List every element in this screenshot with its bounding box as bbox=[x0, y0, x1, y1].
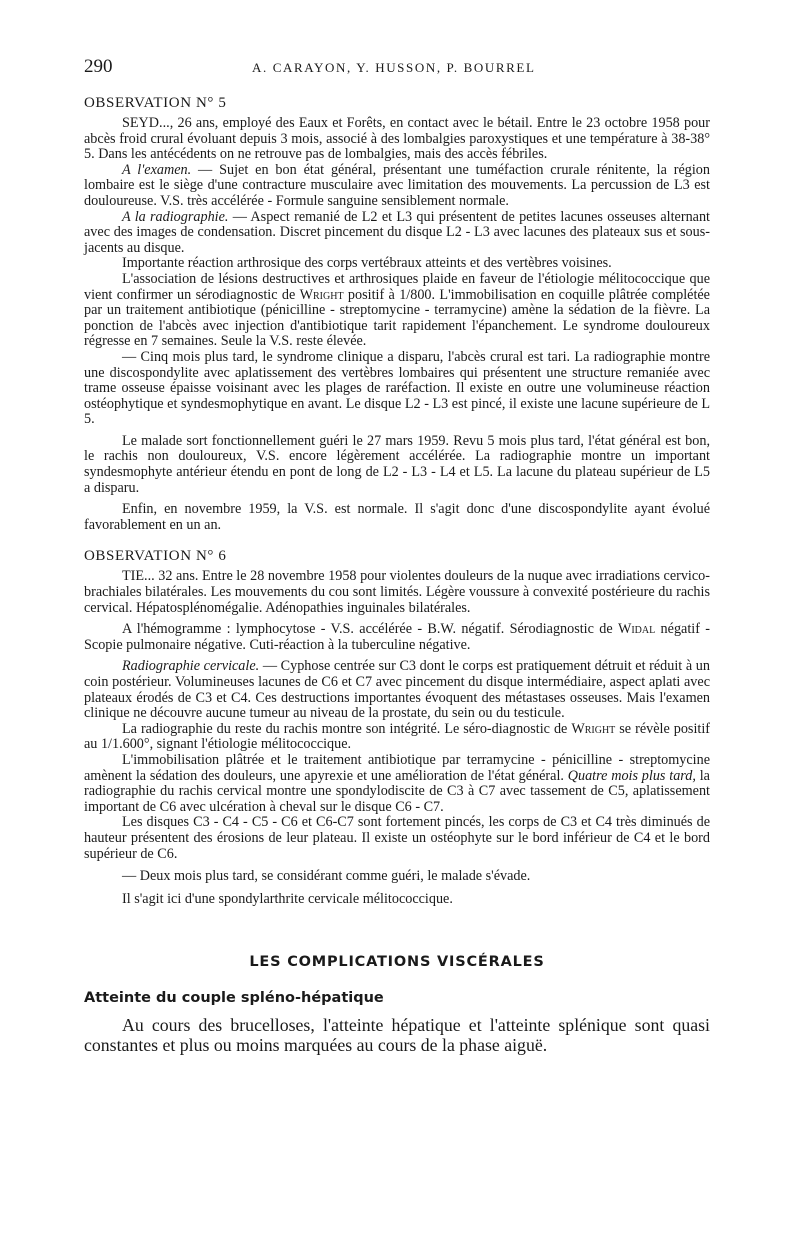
paragraph-text: — Aspect remanié de L2 et L3 qui présentent de petites lacunes osseuses alternant avec des images de condensation. Discret pincement du disque L2 - L3 avec lacunes des plateaux sus et sous-jacents au disque. bbox=[84, 208, 711, 256]
observation-6-paragraph bbox=[84, 722, 710, 753]
paragraph-text: se révèle positif au 1/1.600°, signant l'étiologie mélitococcique. bbox=[84, 720, 711, 753]
observation-6-paragraph: Les disques C3 - C4 - C5 - C6 et C6-C7 sont fortement pincés, les corps de C3 et C4 très diminués de hauteur présentent des érosions de leur plateau. Il existe un ostéophyte sur le bord inférieur de C4 et le bord supérieur de C6. bbox=[84, 814, 710, 862]
page-content bbox=[84, 56, 710, 1055]
paragraph-text: L'immobilisation plâtrée et le traitement antibiotique par terramycine - pénicilline - streptomycine amènent la sédation des douleurs, une apyrexie et une amélioration de l'état général. bbox=[84, 751, 710, 784]
observation-6-paragraph: — Deux mois plus tard, se considérant comme guéri, le malade s'évade. bbox=[122, 868, 531, 885]
paragraph-text: A l'hémogramme : lymphocytose - V.S. accélérée - B.W. négatif. Sérodiagnostic de bbox=[122, 621, 618, 638]
paragraph-text: la radiographie du rachis cervical montre une spondylodiscite de C3 à C7 avec tassement de C5, aplatissement important de C6 avec ulcération à cheval sur le disque C6 - C7. bbox=[84, 767, 710, 815]
observation-6-heading: OBSERVATION N° 6 bbox=[84, 548, 227, 565]
observation-5-paragraph bbox=[84, 210, 710, 257]
paragraph-text: négatif - Scopie pulmonaire négative. Cuti-réaction à la tuberculine négative. bbox=[84, 621, 710, 653]
observation-5-paragraph: SEYD..., 26 ans, employé des Eaux et Forêts, en contact avec le bétail. Entre le 23 octobre 1958 pour abcès froid crural évoluant depuis 3 mois, associé à des lombalgies paroxystiques et une température à 38-38° 5. Dans les antécédents on ne retrouve pas de lombalgies, mais des accès fébriles. bbox=[84, 115, 710, 163]
paragraph-lead: A la radiographie. bbox=[122, 208, 229, 225]
paragraph-emphasis: Quatre mois plus tard, bbox=[567, 767, 696, 784]
running-head-authors: A. CARAYON, Y. HUSSON, P. BOURREL bbox=[252, 60, 536, 75]
paragraph-text: — Cyphose centrée sur C3 dont le corps est pratiquement détruit et réduit à un coin postérieur. Volumineuses lacunes de C6 et C7 avec pincement du disque intermédiaire, aspect aplati avec plateaux érodés de C3 et C4. Ces destructions importantes évoquent des métastases osseuses. Mais l'examen clinique ne découvre aucune tumeur au niveau de la prostate, du sein ou du testicule. bbox=[84, 658, 710, 722]
paragraph-text: — Sujet en bon état général, présentant une tuméfaction crurale rénitente, la région lombaire est le siège d'une contracture musculaire avec limitation des mouvements. La percussion de L3 est douloureuse. V.S. très accélérée - Formule sanguine sensiblement normale. bbox=[84, 161, 710, 209]
observation-5-paragraph: Enfin, en novembre 1959, la V.S. est normale. Il s'agit donc d'une discospondylite ayant évolué favorablement en un an. bbox=[84, 501, 710, 533]
section-title: LES COMPLICATIONS VISCÉRALES bbox=[249, 954, 545, 971]
observation-5-paragraph: Importante réaction arthrosique des corps vertébraux atteints et des vertèbres voisines. bbox=[122, 255, 612, 272]
section-intro-paragraph: Au cours des brucelloses, l'atteinte hépatique et l'atteinte splénique sont quasi constantes et plus ou moins marquées au cours de la phase aiguë. bbox=[84, 1015, 710, 1056]
paragraph-lead: Radiographie cervicale. bbox=[122, 658, 260, 675]
paragraph-text: positif à 1/800. L'immobilisation en coquille plâtrée complétée par un traitement antibiotique (pénicilline - streptomycine - terramycine) amène la sédation de la fièvre. La ponction de l'abcès avec injection d'antibiotique tarit rapidement l'épanchement. Le syndrome douloureux régresse en 7 semaines. Seule la V.S. reste élevée. bbox=[84, 286, 710, 350]
page-number: 290 bbox=[84, 56, 113, 77]
paragraph-text: La radiographie du reste du rachis montre son intégrité. Le séro-diagnostic de bbox=[122, 720, 572, 737]
paragraph-text: L'association de lésions destructives et arthrosiques plaide en faveur de l'étiologie mélitococcique que vient confirmer un sérodiagnostic de bbox=[84, 270, 710, 303]
observation-5-heading: OBSERVATION N° 5 bbox=[84, 95, 227, 111]
observation-5-paragraph: — Cinq mois plus tard, le syndrome clinique a disparu, l'abcès crural est tari. La radiographie montre une discospondylite avec aplatissement des vertèbres lombaires qui présentent une structure remaniée avec trame osseuse épaisse voisinant avec les plages de raréfaction. Il existe en outre une volumineuse réaction ostéophytique et syndesmophytique en avant. Le disque L2 - L3 est pincé, il existe une lacune supérieure de L 5. bbox=[84, 348, 710, 428]
observation-5-paragraph bbox=[84, 272, 710, 350]
observation-6-paragraph bbox=[84, 622, 710, 653]
observation-6-paragraph: Il s'agit ici d'une spondylarthrite cervicale mélitococcique. bbox=[122, 890, 453, 907]
observation-6-paragraph: TIE... 32 ans. Entre le 28 novembre 1958 pour violentes douleurs de la nuque avec irradiations cervico-brachiales bilatérales. Les mouvements du cou sont limités. Légère voussure à convexité postérieure du rachis cervical. Hépatosplénomégalie. Adénopathies inguinales bilatérales. bbox=[84, 568, 710, 616]
small-caps-name: Widal bbox=[617, 621, 656, 638]
running-head bbox=[84, 56, 710, 82]
subsection-title: Atteinte du couple spléno-hépatique bbox=[84, 990, 384, 1007]
observation-5-paragraph bbox=[84, 163, 710, 210]
small-caps-name: Wright bbox=[571, 720, 616, 737]
observation-5-paragraph: Le malade sort fonctionnellement guéri le 27 mars 1959. Revu 5 mois plus tard, l'état général est bon, le rachis non douloureux, V.S. encore légèrement accélérée. La radiographie montre un important syndesmophyte antérieur étendu en pont de long de L2 - L3 - L4 et L5. La lacune du plateau supérieur de L5 a disparu. bbox=[84, 432, 710, 496]
observation-6-paragraph bbox=[84, 753, 710, 815]
observation-6-paragraph bbox=[84, 659, 710, 721]
small-caps-name: Wright bbox=[299, 286, 344, 303]
paragraph-lead: A l'examen. bbox=[122, 161, 192, 178]
